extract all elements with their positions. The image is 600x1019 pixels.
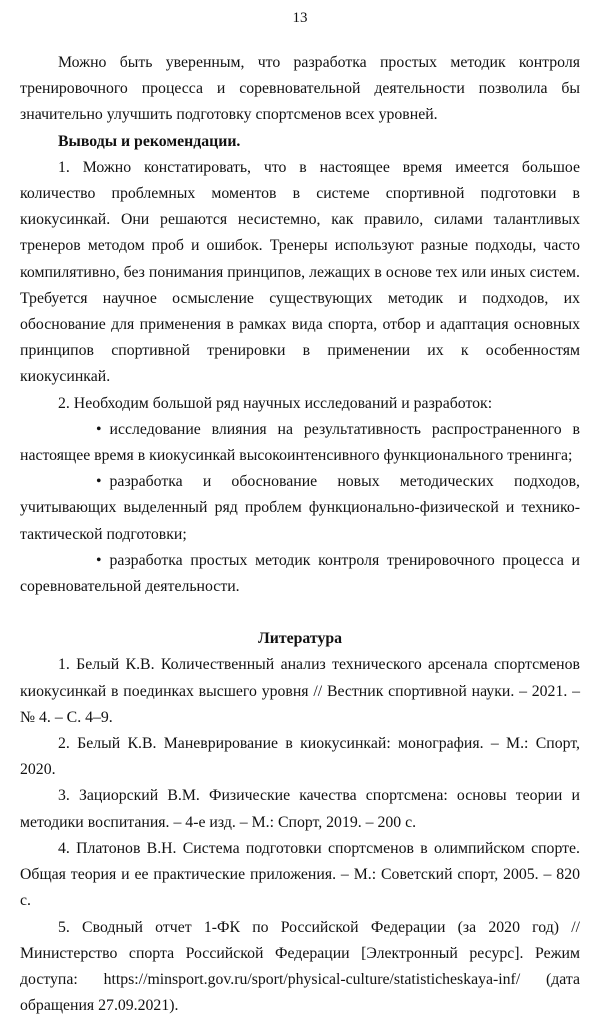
reference-item: 3. Зациорский В.М. Физические качества спортсмена: основы теории и методики воспитания. – 4-е изд. – М.: Спорт, 2019. – 200 с.: [20, 783, 580, 835]
reference-item: 1. Белый К.В. Количественный анализ технического арсенала спортсменов киокусинкай в поединках высшего уровня // Вестник спортивной науки. – 2021. – № 4. – С. 4–9.: [20, 652, 580, 731]
page-number: 13: [0, 10, 600, 27]
reference-item: 2. Белый К.В. Маневрирование в киокусинкай: монография. – М.: Спорт, 2020.: [20, 731, 580, 783]
conclusions-heading: Выводы и рекомендации.: [20, 129, 580, 155]
conclusion-item-1: 1. Можно констатировать, что в настоящее время имеется большое количество проблемных моментов в системе спортивной подготовки в киокусинкай. Они решаются несистемно, как правило, силами талантливых тренеров методом проб и ошибок. Тренеры используют разные подходы, часто компилятивно, без понимания принципов, лежащих в основе тех или иных систем. Требуется научное осмысление существующих методик и подходов, их обоснование для применения в рамках вида спорта, отбор и адаптация основных принципов спортивной тренировки в применении их к особенностям киокусинкай.: [20, 155, 580, 391]
bullet-icon: •: [58, 417, 102, 443]
bullet-text: разработка и обоснование новых методических подходов, учитывающих выделенный ряд проблем функционально-физической и технико-тактической подготовки;: [20, 473, 580, 542]
bullet-text: исследование влияния на результативность распространенного в настоящее время в киокусинкай высокоинтенсивного функционального тренинга;: [20, 421, 580, 464]
bullet-item: [20, 548, 580, 600]
intro-paragraph: Можно быть уверенным, что разработка простых методик контроля тренировочного процесса и соревновательной деятельности позволила бы значительно улучшить подготовку спортсменов всех уровней.: [20, 50, 580, 129]
bullet-item: [20, 469, 580, 548]
conclusion-item-2: 2. Необходим большой ряд научных исследований и разработок:: [20, 391, 580, 417]
bullet-icon: •: [58, 548, 102, 574]
literature-heading: Литература: [20, 626, 580, 652]
reference-item: 4. Платонов В.Н. Система подготовки спортсменов в олимпийском спорте. Общая теория и ее практические приложения. – М.: Советский спорт, 2005. – 820 с.: [20, 836, 580, 915]
reference-item: 5. Сводный отчет 1-ФК по Российской Федерации (за 2020 год) // Министерство спорта Российской Федерации [Электронный ресурс]. Режим доступа: https://minsport.gov.ru/sport/physical-culture/statisticheskaya-inf/ (дата обращения 27.09.2021).: [20, 915, 580, 1019]
bullet-item: [20, 417, 580, 469]
page-content: [20, 50, 580, 1019]
bullet-icon: •: [58, 469, 102, 495]
bullet-text: разработка простых методик контроля тренировочного процесса и соревновательной деятельности.: [20, 552, 580, 595]
